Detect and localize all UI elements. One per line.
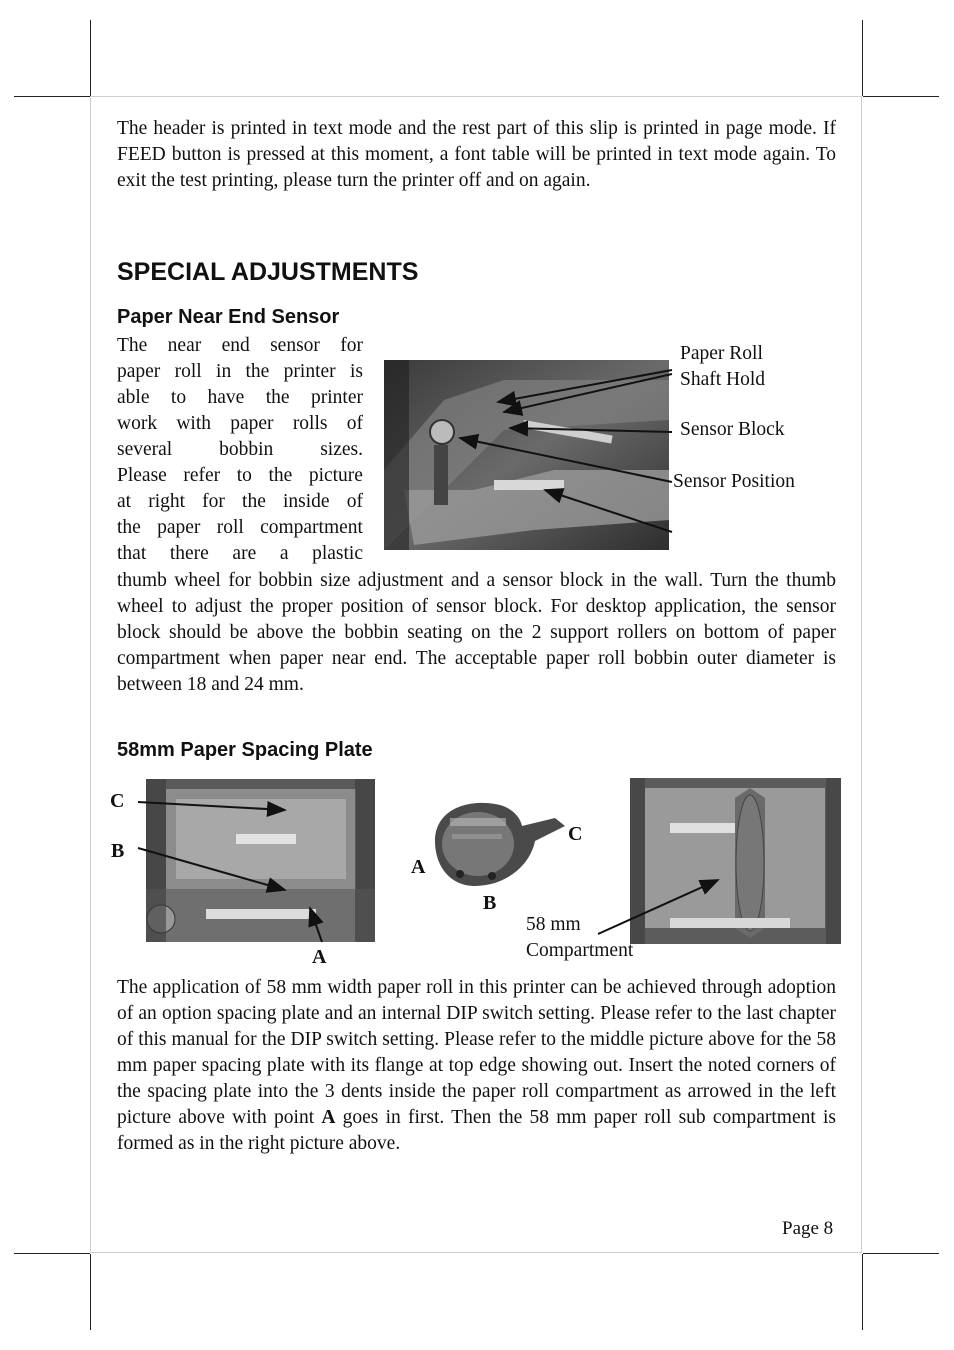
spacing-paragraph-bold: A: [321, 1107, 336, 1128]
sensor-callout-arrows: [440, 360, 680, 540]
intro-paragraph: The header is printed in text mode and the rest part of this slip is printed in page mode. If FEED button is pressed at this moment, a font table will be printed in text mode again. To exit the test printing, please turn the printer off and on again.: [117, 118, 836, 191]
spacing-plate-photo: [430, 796, 570, 891]
mid-label-a: A: [411, 856, 426, 878]
label-58mm: 58 mm: [526, 914, 581, 935]
sensor-narrow-line: The near end sensor for: [117, 335, 363, 356]
spacing-heading: 58mm Paper Spacing Plate: [117, 739, 373, 761]
crop-mark: [90, 20, 91, 96]
crop-mark: [863, 96, 939, 97]
sensor-narrow-line: work with paper rolls of: [117, 413, 363, 434]
crop-mark: [90, 1254, 91, 1330]
sensor-narrow-line: at right for the inside of: [117, 491, 363, 512]
sensor-continuation: thumb wheel for bobbin size adjustment and a sensor block in the wall. Turn the thumb wheel to adjust the proper position of sensor block. For desktop application, the sensor block should be above the bobbin seating on the 2 support rollers on bottom of paper compartment when paper near end. The acceptable paper roll bobbin outer diameter is between 18 and 24 mm.: [117, 570, 836, 695]
section-heading: SPECIAL ADJUSTMENTS: [117, 258, 419, 286]
sensor-narrow-line: paper roll in the printer is: [117, 361, 363, 382]
sensor-heading: Paper Near End Sensor: [117, 306, 340, 328]
sensor-narrow-line: that there are a plastic: [117, 543, 363, 564]
crop-mark: [14, 1253, 90, 1254]
crop-mark: [862, 1254, 863, 1330]
spacing-paragraph-pre: The application of 58 mm width paper roll in this printer can be achieved through adoption of an option spacing plate and an internal DIP switch setting. Please refer to the last chapter of this manual for the DIP switch setting. Please refer to the middle picture above for the 58 mm paper spacing plate with its flange at top edge showing out. Insert the noted corners of the spacing plate into the 3 dents inside the paper roll compartment as arrowed in the left picture above with point: [117, 977, 836, 1128]
compartment-arrow: [590, 870, 730, 940]
spacing-paragraph: [117, 975, 836, 1157]
label-shaft-line1: Paper Roll: [680, 343, 763, 364]
label-sensor-position: Sensor Position: [673, 471, 795, 492]
sensor-narrow-line: Please refer to the picture: [117, 465, 363, 486]
crop-mark: [14, 96, 90, 97]
crop-mark: [862, 20, 863, 96]
label-shaft-line2: Shaft Hold: [680, 369, 766, 390]
sensor-narrow-line: several bobbin sizes.: [117, 439, 363, 460]
mid-label-c: C: [568, 823, 583, 845]
sensor-narrow-text: [117, 333, 363, 567]
page-number: Page 8: [782, 1218, 834, 1239]
mid-label-b: B: [483, 892, 497, 914]
sensor-narrow-line: able to have the printer: [117, 387, 363, 408]
spacing-paragraph-post: goes in first. Then the 58 mm paper roll sub compartment is formed as in the right picture above.: [117, 1107, 837, 1154]
label-sensor-block: Sensor Block: [680, 419, 785, 440]
left-label-b: B: [111, 840, 125, 862]
crop-mark: [863, 1253, 939, 1254]
sensor-narrow-line: the paper roll compartment: [117, 517, 363, 538]
left-label-a: A: [312, 946, 327, 968]
label-compartment: Compartment: [526, 940, 634, 961]
left-label-c: C: [110, 790, 125, 812]
spacing-left-arrows: [130, 790, 330, 950]
